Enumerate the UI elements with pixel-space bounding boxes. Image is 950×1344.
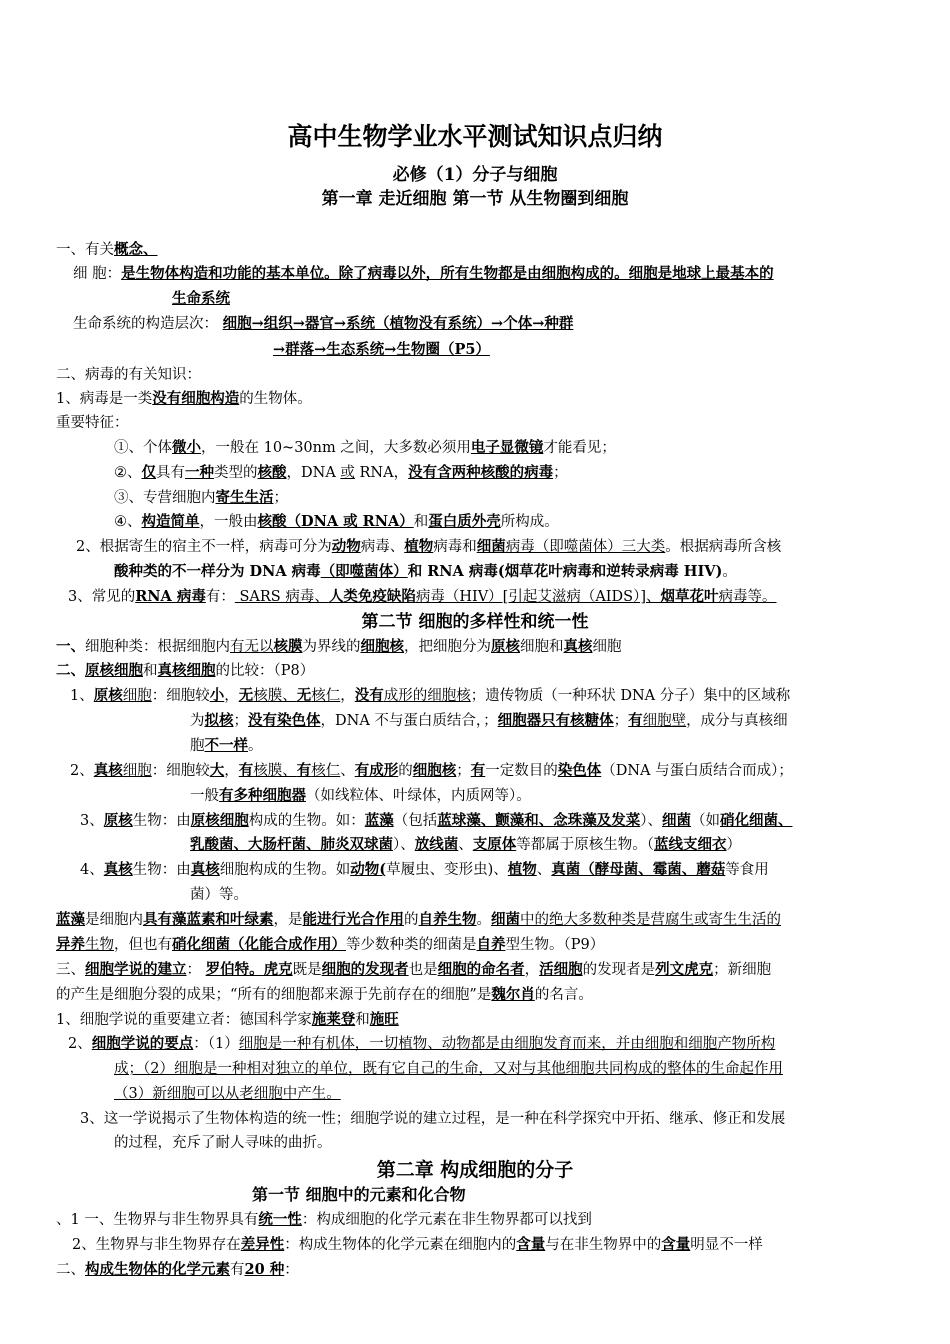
text-line	[56, 240, 158, 260]
text-fragment: 为	[190, 713, 205, 729]
text-fragment: 小	[209, 687, 225, 704]
text-fragment: 能进行光合作用	[302, 911, 404, 928]
text-line	[190, 711, 788, 731]
text-fragment: 2、	[70, 763, 94, 779]
text-fragment: 细胞是一种有机体，一切植物、动物都是由细胞发育而来，并由细胞和细胞产物所构	[238, 1036, 776, 1052]
text-line	[56, 985, 593, 1005]
text-fragment: 真核	[103, 861, 133, 878]
text-line	[70, 686, 790, 706]
text-fragment: 真核	[190, 861, 220, 878]
text-fragment: 构造简单	[141, 513, 200, 530]
text-fragment: 核仁	[311, 688, 341, 704]
text-fragment: 。	[476, 912, 491, 928]
text-fragment: 蛋白质外壳	[428, 513, 501, 530]
text-fragment: 硝化细菌、	[719, 812, 793, 829]
text-fragment: 一般	[190, 788, 219, 804]
text-fragment: 、	[340, 763, 355, 779]
text-fragment: 细胞核	[412, 762, 457, 779]
text-fragment: 有	[296, 762, 312, 779]
text-fragment: 明显不一样	[690, 1237, 763, 1253]
text-fragment: （如线粒体、叶绿体，内质网等）。	[306, 788, 531, 804]
text-fragment: 概念、	[114, 241, 158, 258]
text-fragment: 植物	[507, 861, 537, 878]
text-line	[56, 389, 312, 409]
text-fragment: 等少数种类的细菌是	[346, 937, 477, 953]
text-fragment: ；遗传物质（一种环状 DNA 分子）集中的区域称	[470, 688, 791, 704]
text-line	[114, 463, 568, 483]
text-fragment: 生物：由	[132, 862, 191, 878]
text-line	[56, 637, 622, 657]
text-fragment: 放线菌	[414, 836, 459, 853]
text-line	[70, 761, 793, 781]
text-fragment: 胞	[190, 738, 205, 754]
text-fragment: 没有含两种核酸的病毒	[408, 464, 554, 481]
text-line	[76, 537, 781, 557]
text-fragment: 为界线的	[302, 639, 361, 655]
text-line	[72, 1235, 763, 1255]
text-fragment: 蓝球藻、颤藻和、念珠藻及发菜	[437, 812, 641, 829]
text-fragment: ，DNA	[286, 465, 341, 481]
text-fragment: 一种	[185, 464, 214, 481]
text-fragment: 病毒等。	[718, 589, 777, 605]
text-fragment: 是生物体构造和功能的基本单位。除了病毒以外，所有生物都是由细胞构成的。细胞是地球上最基本的	[121, 265, 774, 282]
text-fragment: 三、	[56, 962, 85, 978]
text-fragment: SARS 病毒、	[234, 589, 329, 605]
text-fragment: 病毒（即噬菌体）三大类	[505, 539, 666, 555]
text-fragment: 的比较：（P8）	[215, 663, 315, 679]
text-fragment: ；	[553, 465, 568, 481]
text-fragment: 真菌（酵母菌、霉菌、蘑菇	[551, 861, 726, 878]
text-fragment: 等都属于原核生物。（	[516, 837, 654, 853]
text-fragment: 病毒（HIV）[引起艾滋病（AIDS）]、	[415, 589, 661, 605]
text-fragment: 列文虎克	[655, 961, 714, 978]
text-fragment: 一、有关	[56, 242, 114, 258]
text-fragment: 细胞	[122, 688, 152, 704]
text-fragment: 不一样	[204, 737, 248, 754]
text-fragment: 有	[230, 1262, 245, 1278]
text-fragment: 构成的生物。如：	[248, 813, 365, 829]
text-fragment: 细胞和	[520, 639, 564, 655]
text-fragment: 施旺	[369, 1011, 399, 1028]
text-fragment: 才能看见；	[543, 440, 616, 456]
text-fragment: 所构成。	[500, 514, 559, 530]
text-fragment: 是细胞内	[85, 912, 143, 928]
text-line: 菌）等。	[190, 887, 248, 903]
text-line: 二、病毒的有关知识：	[56, 367, 201, 383]
text-fragment: 有成形	[354, 762, 399, 779]
text-fragment: （DNA 与蛋白质结合而成）；	[601, 763, 793, 779]
text-fragment: ）、	[393, 837, 415, 853]
text-fragment: 自养	[476, 936, 506, 953]
text-fragment: 和	[413, 514, 429, 530]
text-line	[114, 488, 288, 508]
text-fragment: ；	[233, 713, 248, 729]
text-line	[80, 811, 792, 831]
text-line: 成；（2）细胞是一种相对独立的单位，既有它自己的生命，又对与其他细胞共同构成的整体的生命起作用	[114, 1061, 783, 1077]
text-fragment: （包括	[393, 813, 438, 829]
text-fragment: 草履虫、变形虫)、	[386, 862, 508, 878]
text-fragment: 细胞→组织→器官→系统（植物没有系统）→个体→种群	[222, 315, 574, 332]
text-fragment: 人类免疫缺陷	[328, 588, 416, 605]
text-line	[190, 786, 531, 806]
text-fragment: 。	[722, 564, 737, 580]
text-fragment: 有	[628, 712, 643, 729]
text-line	[68, 587, 777, 607]
text-fragment: 有：	[205, 589, 235, 605]
text-fragment: 原核	[93, 687, 123, 704]
text-fragment: 构成生物体的化学元素	[85, 1261, 230, 1278]
text-fragment: 1、细胞学说的重要建立者：德国科学家	[56, 1012, 312, 1028]
text-fragment: 具有	[156, 465, 185, 481]
text-fragment: 、	[458, 837, 473, 853]
text-fragment: 微小	[172, 439, 201, 456]
text-fragment: 一、	[56, 638, 85, 655]
text-fragment: 2、根据寄生的宿主不一样，病毒可分为	[76, 539, 332, 555]
text-fragment: 、	[536, 862, 552, 878]
text-fragment: 有无以	[230, 639, 274, 655]
text-fragment: 无	[238, 687, 254, 704]
text-fragment: 和	[143, 663, 158, 679]
text-fragment: 中的绝大多数种类是营腐生或寄生生活的	[520, 912, 781, 928]
text-line	[190, 736, 263, 756]
text-fragment: ：细胞较	[151, 763, 210, 779]
text-fragment: 烟草花叶	[660, 588, 719, 605]
text-fragment: 20 种	[244, 1261, 285, 1278]
text-fragment: ④、	[114, 514, 142, 530]
text-fragment: 酸种类的不一样分为 DNA 病毒	[114, 563, 321, 580]
text-line	[56, 661, 314, 681]
text-fragment: 细胞的命名者	[437, 961, 525, 978]
text-fragment: （即噬菌体）	[320, 563, 408, 580]
text-fragment: 细菌	[661, 812, 691, 829]
text-fragment: 细胞学说的要点	[91, 1035, 194, 1052]
text-fragment: ，	[224, 688, 239, 704]
text-fragment: ；	[273, 490, 288, 506]
text-fragment: 电子显微镜	[470, 439, 544, 456]
text-line	[80, 860, 769, 880]
text-fragment: 没有染色体	[248, 712, 321, 729]
text-fragment: 原核细胞	[190, 812, 249, 829]
text-fragment: ：	[284, 1262, 299, 1278]
text-fragment: 核膜	[273, 638, 303, 655]
text-fragment: 真核	[93, 762, 123, 779]
text-fragment: 支原体	[472, 836, 517, 853]
text-fragment: 硝化细菌（化能合成作用）	[172, 936, 346, 953]
text-fragment: 的	[404, 912, 419, 928]
text-fragment: 核膜、	[253, 688, 297, 704]
text-fragment: 罗伯特。虎克	[205, 961, 293, 978]
text-fragment: ，一般由	[199, 514, 258, 530]
text-fragment: 的发现者是	[582, 962, 656, 978]
document-title: 高中生物学业水平测试知识点归纳	[287, 122, 663, 151]
text-fragment: 原核	[491, 638, 520, 655]
text-line	[56, 960, 771, 980]
text-line: 生命系统	[172, 290, 230, 307]
text-fragment: 类型的	[214, 465, 258, 481]
text-fragment: 。根据病毒所含核	[665, 539, 782, 555]
text-fragment: 含量	[661, 1236, 691, 1253]
text-fragment: ，	[524, 962, 540, 978]
text-fragment: 4、	[80, 862, 104, 878]
text-line	[114, 438, 616, 458]
text-line	[190, 835, 741, 855]
text-line: 的过程，充斥了耐人寻味的曲折。	[114, 1135, 332, 1151]
text-fragment: ，一般在 10~30nm 之间，大多数必须用	[201, 440, 471, 456]
text-fragment: 3、	[80, 813, 104, 829]
text-fragment: 原核	[103, 812, 133, 829]
text-fragment: 动物(	[350, 861, 387, 878]
text-fragment: ；新细胞	[713, 962, 772, 978]
text-fragment: 2、	[68, 1036, 92, 1052]
text-line	[73, 314, 573, 334]
text-fragment: 二、	[56, 1262, 85, 1278]
text-fragment: 与在非生物界中的	[545, 1237, 662, 1253]
text-fragment: 差异性	[240, 1236, 285, 1253]
text-fragment: 型生物。（P9）	[505, 937, 605, 953]
text-fragment: 二、	[56, 662, 85, 679]
text-line	[56, 910, 781, 930]
text-fragment: 。	[248, 738, 263, 754]
book-subtitle: 必修（1）分子与细胞	[392, 165, 558, 185]
text-line	[56, 935, 604, 955]
text-fragment: 1、病毒是一类	[56, 391, 153, 407]
text-fragment: 细胞	[592, 639, 622, 655]
text-fragment: RNA 病毒	[135, 588, 206, 605]
text-fragment: 蓝藻	[56, 911, 85, 928]
text-fragment: 植物	[404, 538, 434, 555]
text-fragment: 没有	[354, 687, 384, 704]
text-fragment: 蓝线支细衣	[654, 836, 727, 853]
text-fragment: 染色体	[557, 762, 602, 779]
text-fragment: 有	[238, 762, 254, 779]
text-fragment: 寄生生活	[215, 489, 274, 506]
text-fragment: 细菌	[476, 538, 506, 555]
text-fragment: 真核	[563, 638, 593, 655]
text-fragment: 细胞器只有核糖体	[497, 712, 614, 729]
text-fragment: 生物	[85, 937, 114, 953]
text-fragment: 细 胞：	[73, 266, 122, 282]
text-fragment: 一定数目的	[485, 763, 558, 779]
text-fragment: ③、专营细胞内	[114, 490, 216, 506]
text-line	[114, 562, 737, 582]
text-fragment: 细胞核	[360, 638, 404, 655]
text-line	[56, 1010, 399, 1030]
text-fragment: ，成分与真核细	[686, 713, 788, 729]
text-fragment: 的产生是细胞分裂的成果；“所有的细胞都来源于先前存在的细胞”是	[56, 987, 492, 1003]
text-fragment: 细胞种类：根据细胞内	[85, 639, 230, 655]
text-fragment: ②、	[114, 465, 142, 481]
text-line	[114, 512, 559, 532]
text-fragment: 3、常见的	[68, 589, 136, 605]
text-fragment: ，是	[273, 912, 303, 928]
text-fragment: 没有细胞构造	[152, 390, 240, 407]
text-line	[68, 1034, 775, 1054]
text-fragment: ：构成细胞的化学元素在非生物界都可以找到	[301, 1212, 592, 1228]
text-fragment: ；	[456, 763, 471, 779]
text-line: 3、这一学说揭示了生物体构造的统一性；细胞学说的建立过程，是一种在科学探究中开拓、继承、修正和发展	[80, 1111, 786, 1127]
text-fragment: 或	[340, 465, 355, 481]
text-fragment: ：	[186, 962, 206, 978]
text-fragment: 拟核	[204, 712, 234, 729]
text-fragment: 等食用	[725, 862, 769, 878]
text-fragment: 有	[470, 762, 486, 779]
text-line: 重要特征：	[56, 415, 129, 431]
text-fragment: 1、	[70, 688, 94, 704]
text-fragment: 真核细胞	[157, 662, 216, 679]
text-fragment: 的生物体。	[239, 391, 312, 407]
text-fragment: 细胞	[122, 763, 152, 779]
text-fragment: 施莱登	[311, 1011, 356, 1028]
text-fragment: 细胞壁	[642, 713, 687, 729]
text-fragment: 核膜、	[253, 763, 297, 779]
text-fragment: ，DNA 不与蛋白质结合，；	[320, 713, 498, 729]
text-fragment: 的	[398, 763, 413, 779]
text-fragment: 细菌	[491, 911, 520, 928]
text-fragment: （如	[690, 813, 720, 829]
text-fragment: 生物：由	[132, 813, 191, 829]
text-fragment: ：细胞较	[151, 688, 210, 704]
text-fragment: 仅	[141, 464, 156, 481]
text-fragment: ，	[340, 688, 355, 704]
text-fragment: ：（1）	[193, 1036, 239, 1052]
text-fragment: 核酸（DNA 或 RNA）	[257, 513, 414, 530]
text-fragment: 乳酸菌、大肠杆菌、肺炎双球菌	[190, 836, 393, 853]
text-fragment: 生命系统的构造层次：	[73, 316, 223, 332]
text-fragment: ，但也有	[114, 937, 172, 953]
text-fragment: 含量	[516, 1236, 546, 1253]
text-fragment: 的名言。	[534, 987, 593, 1003]
text-fragment: 病毒和	[433, 539, 477, 555]
text-fragment: 细胞的发现者	[321, 961, 409, 978]
text-fragment: 无	[296, 687, 312, 704]
text-fragment: ：构成生物体的化学元素在细胞内的	[284, 1237, 517, 1253]
section-heading: 第二节 细胞的多样性和统一性	[361, 612, 589, 632]
text-fragment: 细胞学说的建立	[85, 961, 187, 978]
text-fragment: ；	[613, 713, 629, 729]
text-fragment: 成形的细胞核	[383, 688, 471, 704]
text-fragment: ①、个体	[114, 440, 172, 456]
text-fragment: 活细胞	[539, 961, 583, 978]
text-fragment: ）	[726, 837, 741, 853]
text-fragment: 既是	[292, 962, 322, 978]
text-fragment: 魏尔肖	[491, 986, 535, 1003]
text-fragment: 核仁	[311, 763, 341, 779]
text-fragment: 和 RNA 病毒(烟草花叶病毒和逆转录病毒 HIV)	[407, 563, 723, 580]
chapter-heading: 第二章 构成细胞的分子	[376, 1159, 574, 1181]
text-fragment: 蓝藻	[364, 812, 394, 829]
text-fragment: 异养	[56, 936, 85, 953]
text-fragment: 原核细胞	[85, 662, 143, 679]
text-fragment: 具有藻蓝素和叶绿素	[143, 911, 274, 928]
text-line: →群落→生态系统→生物圈（P5）	[273, 341, 490, 358]
text-fragment: 动物	[331, 538, 361, 555]
text-fragment: 也是	[408, 962, 438, 978]
text-line: （3）新细胞可以从老细胞中产生。	[114, 1086, 341, 1102]
text-line	[56, 1260, 299, 1280]
text-fragment: 有多种细胞器	[219, 787, 306, 804]
text-fragment: 大	[209, 762, 225, 779]
text-fragment: ）、	[640, 813, 662, 829]
text-fragment: 统一性	[258, 1211, 302, 1228]
text-fragment: 细胞构成的生物。如	[219, 862, 351, 878]
text-line	[56, 1210, 592, 1230]
text-fragment: ，把细胞分为	[404, 639, 491, 655]
text-fragment: RNA，	[354, 465, 409, 481]
text-fragment: ，	[224, 763, 239, 779]
text-fragment: 核酸	[257, 464, 287, 481]
text-fragment: 2、生物界与非生物界存在	[72, 1237, 241, 1253]
text-fragment: 病毒、	[360, 539, 405, 555]
text-fragment: 和	[355, 1012, 370, 1028]
text-fragment: 自养生物	[418, 911, 477, 928]
text-fragment: 、1 一、生物界与非生物界具有	[56, 1212, 259, 1228]
text-line	[73, 264, 774, 284]
chapter-heading: 第一章 走近细胞 第一节 从生物圈到细胞	[321, 189, 629, 209]
section-heading: 第一节 细胞中的元素和化合物	[252, 1185, 466, 1204]
